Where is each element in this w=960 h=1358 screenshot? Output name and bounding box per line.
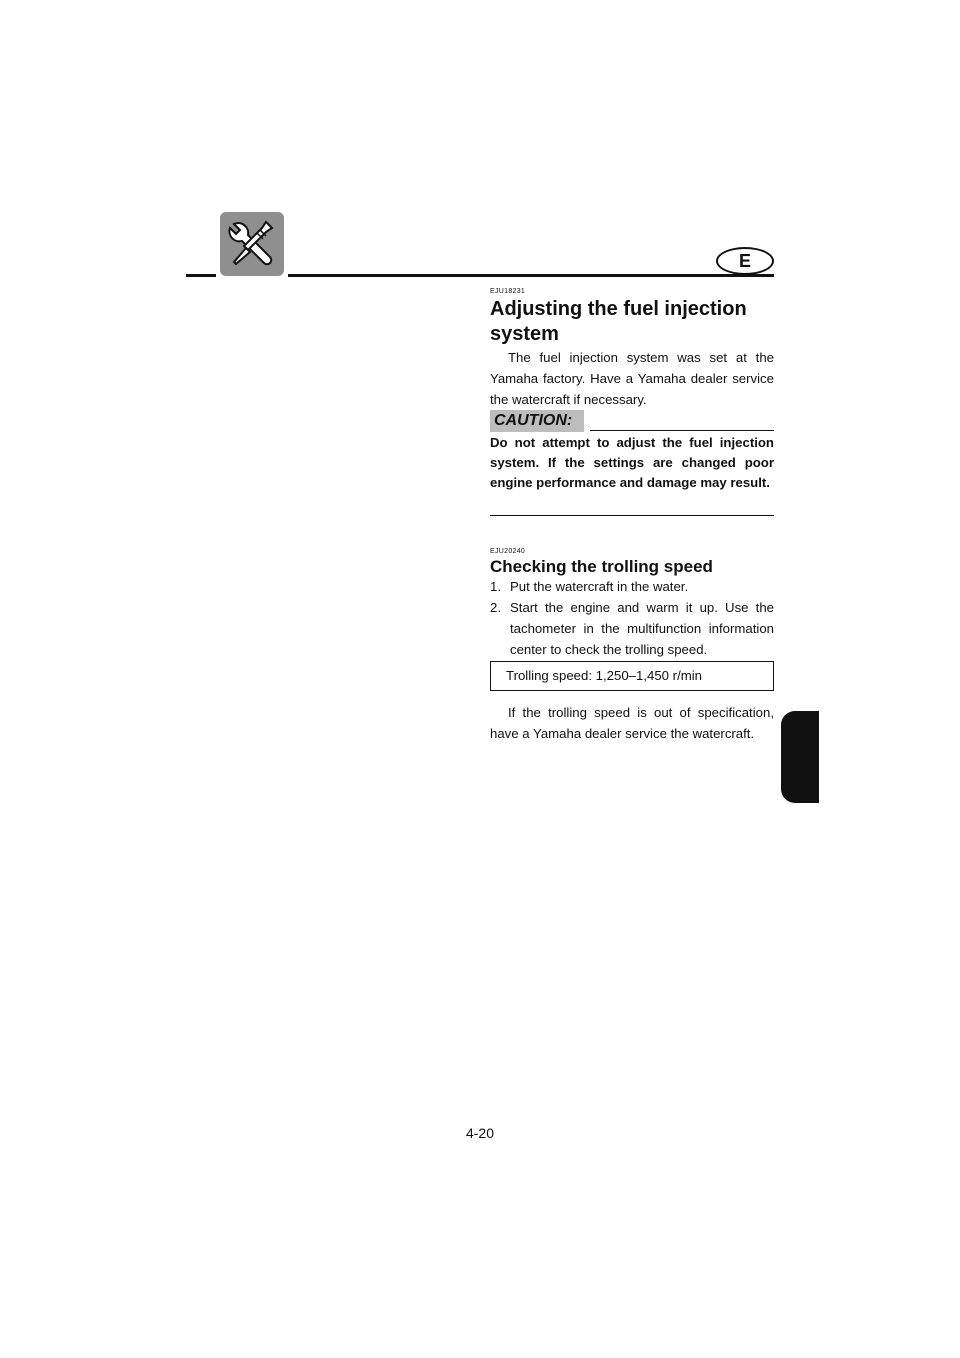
- section-code: EJU20240: [490, 548, 526, 555]
- header-rule-right: [288, 274, 774, 277]
- step-number: 2.: [490, 600, 501, 615]
- section-heading-line2: system: [490, 323, 559, 345]
- page-number: 4-20: [465, 1125, 495, 1141]
- caution-text: Do not attempt to adjust the fuel injection system. If the settings are changed poor engine performance and damage may result.: [490, 435, 774, 490]
- language-badge: E: [716, 247, 774, 275]
- section-code: EJU18231: [490, 288, 526, 295]
- step-number: 1.: [490, 579, 501, 594]
- header-rule-left: [186, 274, 216, 277]
- section-heading-line1: Adjusting the fuel injection: [490, 298, 747, 320]
- list-item: [490, 576, 774, 597]
- step-text: Start the engine and warm it up. Use the tachometer in the multifunction information center to check the trolling speed.: [510, 600, 774, 657]
- tools-wrench-screwdriver-icon: [220, 212, 284, 276]
- caution-bottom-rule: [490, 515, 774, 516]
- caution-label: CAUTION:: [490, 410, 584, 432]
- chapter-side-tab: [781, 711, 819, 803]
- section-body: If the trolling speed is out of specification, have a Yamaha dealer service the watercraft.: [490, 705, 774, 741]
- spec-box: Trolling speed: 1,250–1,450 r/min: [490, 661, 774, 691]
- list-item: [490, 597, 774, 660]
- step-text: Put the watercraft in the water.: [510, 579, 689, 594]
- section-body: The fuel injection system was set at the Yamaha factory. Have a Yamaha dealer service the watercraft if necessary.: [490, 350, 774, 407]
- caution-top-rule: [590, 430, 774, 431]
- section-heading: Checking the trolling speed: [490, 557, 713, 576]
